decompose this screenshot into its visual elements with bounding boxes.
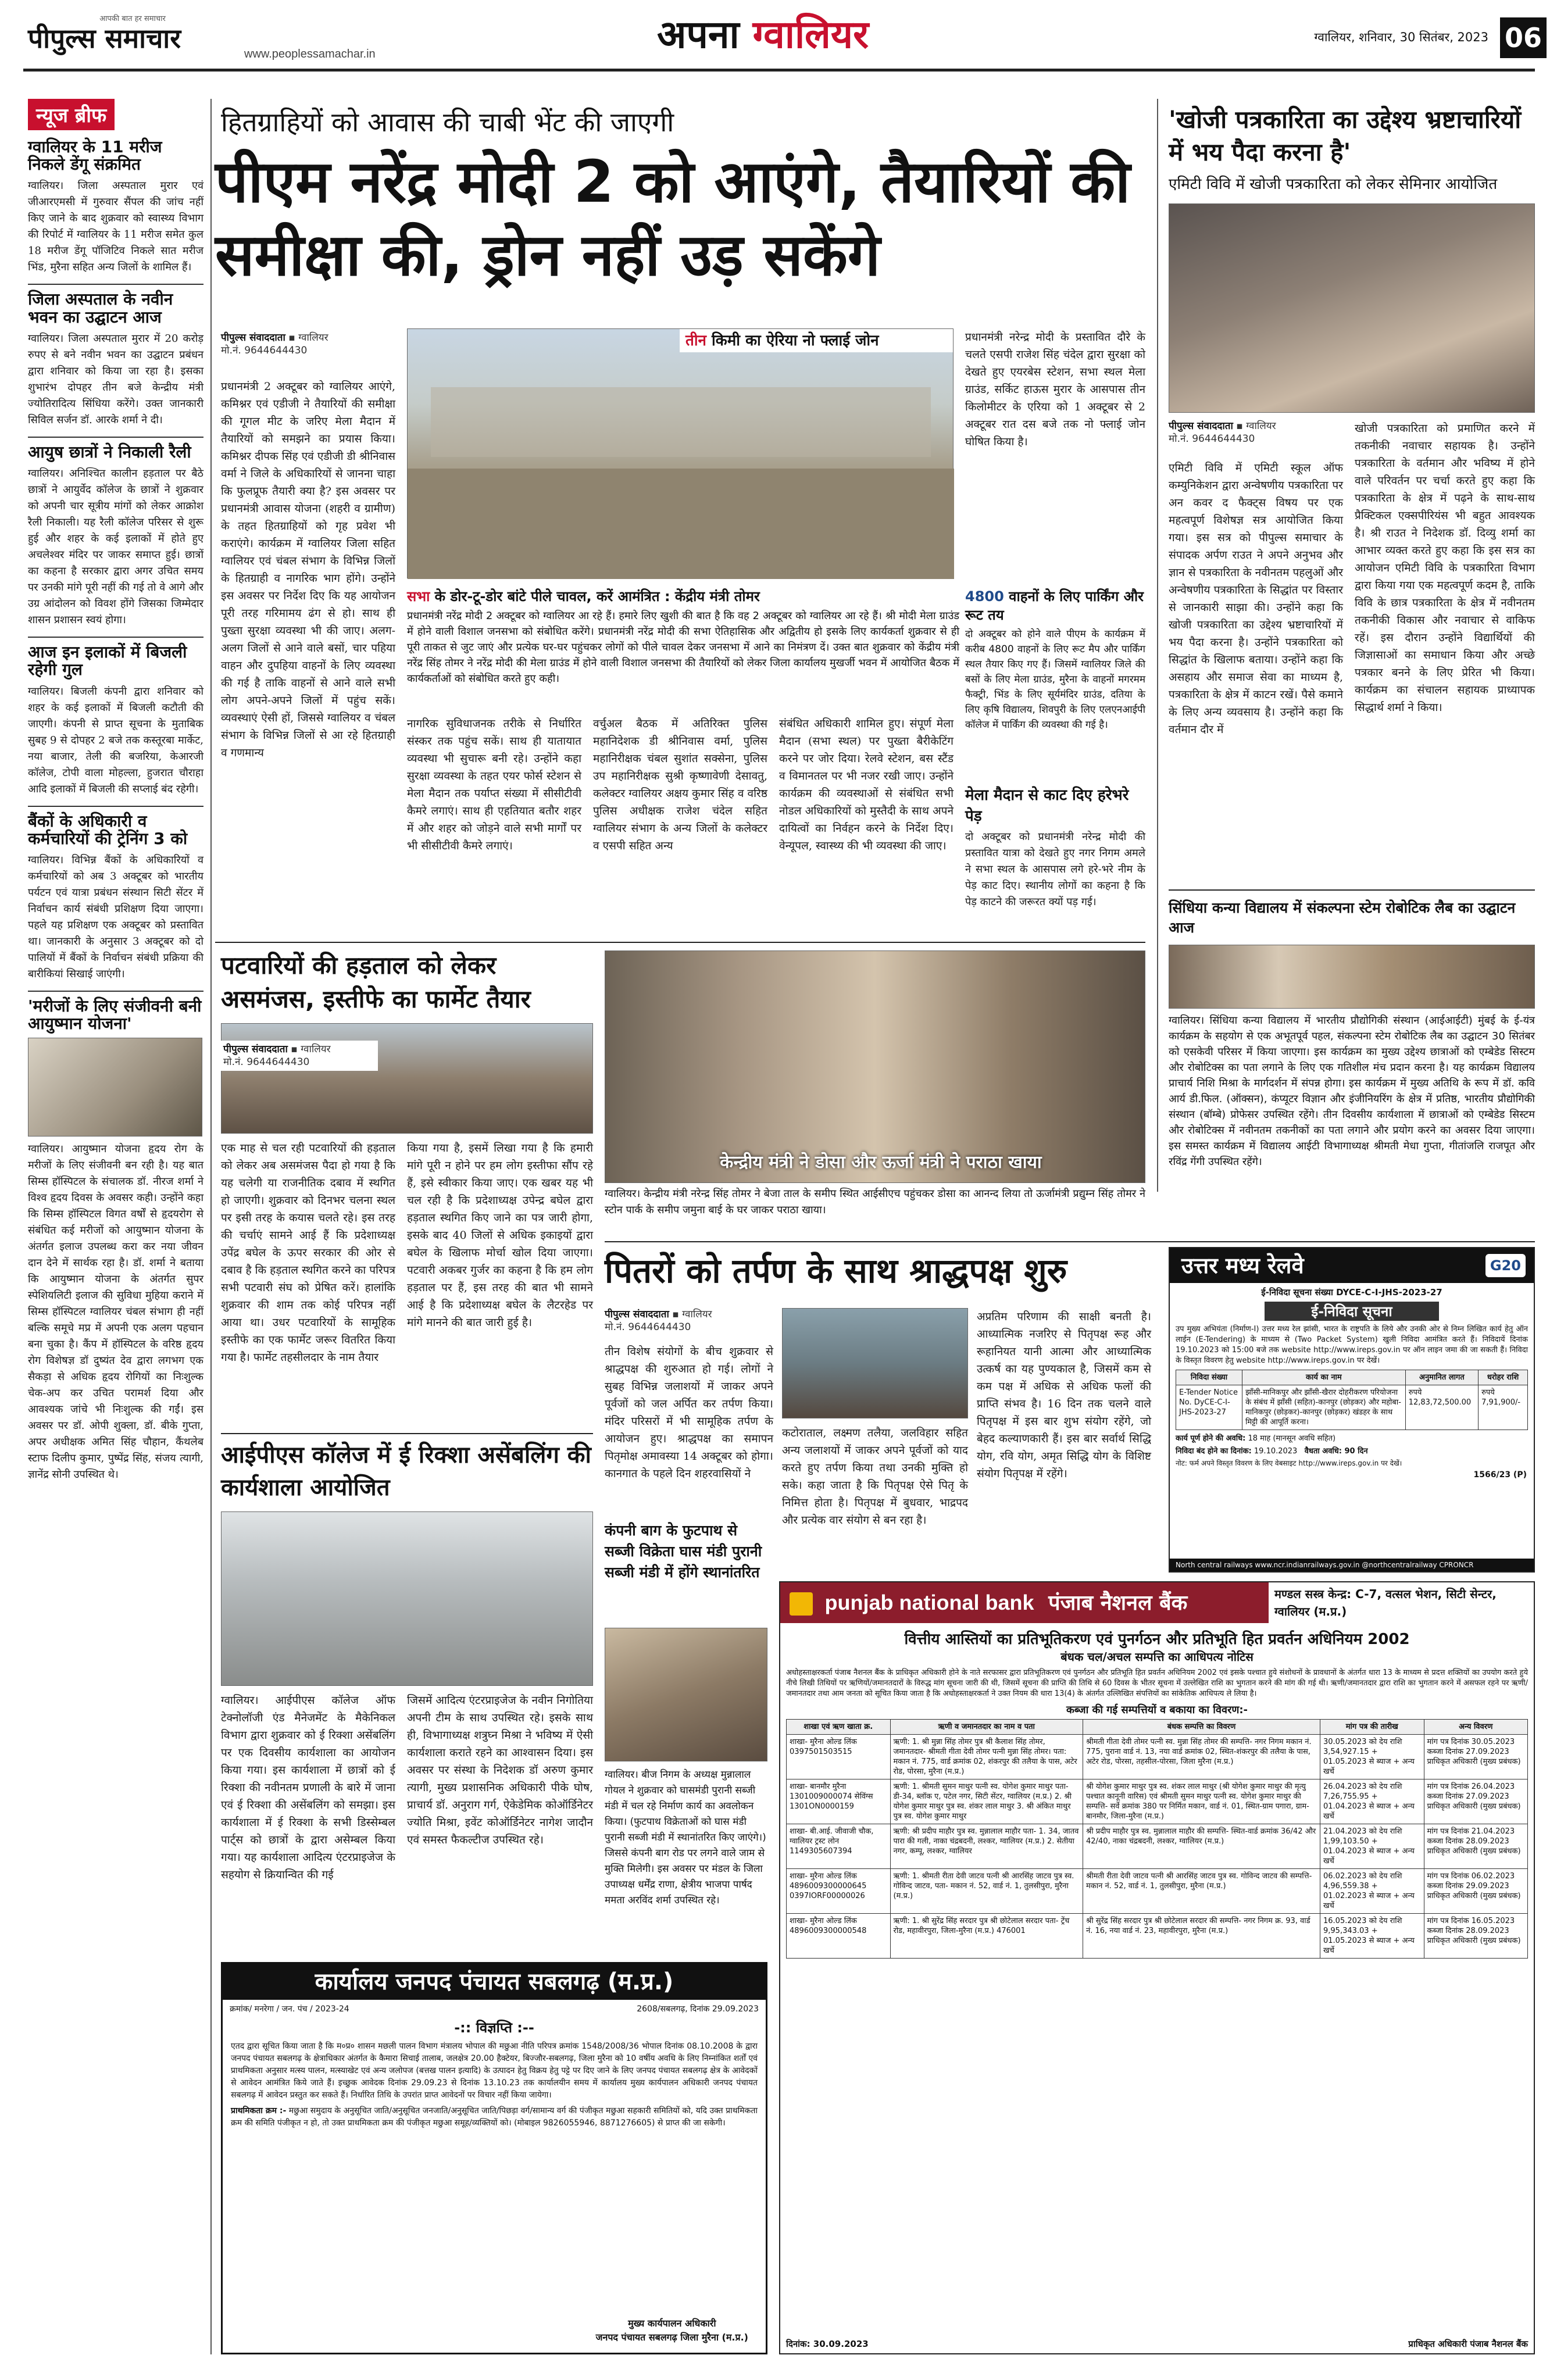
footpath-headline: कंपनी बाग के फुटपाथ से सब्जी विक्रेता घास मंडी पुरानी सब्जी मंडी में होंगे स्थानांतरित [605,1522,762,1581]
brief-headline: 'मरीजों के लिए संजीवनी बनी आयुष्मान योजना' [28,996,202,1034]
byline-city: ग्वालियर [1246,420,1276,432]
railway-tender-cell: E-Tender Notice No. DyCE-C-I-JHS-2023-27 [1176,1385,1242,1430]
lead-col4: संबंधित अधिकारी शामिल हुए। संपूर्ण मेला मैदान (सभा स्थल) पर पुख्ता बैरीकेटिंग करने पर जोर दिया। रेलवे स्टेशन, बस स्टैंड व विमानतल पर भी नजर रखी जाए। उन्होंने कार्यक्रम की व्यवस्थाओं से संबंधित सभी नोडल अधिकारियों को मुस्तैदी के साथ अपने दायित्वों का निर्वहन करने के निर्देश दिए। वेन्यूपल, स्वास्थ्य की भी व्यवस्था की जाए। [779,717,954,852]
masthead [0,0,1557,76]
byline-city: ग्वालियर [682,1309,712,1320]
ground [408,469,954,579]
no-fly-label: किमी का ऐरिया नो फ्लाई जोन [712,332,879,349]
sub2-headline [965,587,1145,624]
railway-note: नोट: फर्म अपने विस्तृत विवरण के लिए वेबसाइट http://www.ireps.gov.in पर देखें। [1176,1459,1402,1467]
pnb-date-footer: दिनांक: 30.09.2023 [786,2339,869,2349]
pnb-brand-hi: पंजाब नैशनल बैंक [1048,1591,1188,1615]
brief-item [28,444,203,628]
patwari-col1: एक माह से चल रही पटवारियों की हड़ताल को लेकर अब असमंजस पैदा हो गया है कि यह चलेगी या राजनीतिक दबाव में स्थगित हो जाएगी। शुक्रवार को दिनभर चलना स्थल पर इसी तरह के कयास चलते रहे। इस तरह की चर्चाएं सामने आई हैं कि प्रदेशाध्यक्ष उपेंद्र बघेल के ऊपर सरकार की ओर से दबाव है कि हड़ताल स्थगित करने का परिपत्र सभी पटवारी संघ को प्रेषित करें। हालांकि शुक्रवार की शाम तक कोई परिपत्र नहीं आया था। उधर पटवारियों के सामूहिक इस्तीफे का एक फार्मेट जरूर वितरित किया गया है। फार्मेट तहसीलदार के नाम तैयार [221,1142,395,1364]
janpad-priority [223,2105,766,2129]
footpath-photo [605,1628,767,1761]
pnb-branch: शाखा- मुरैना ओल्ड लिंक 0397501503515 [787,1735,891,1779]
brief-body: ग्वालियर। विभिन्न बैंकों के अधिकारियों व कर्मचारियों को अब 3 अक्टूबर को भारतीय पर्यटन एवं यात्रा प्रबंधन संस्थान सिटी सेंटर में निर्वाचन कार्य संबंधी प्रशिक्षण दिया जाएगा। पहले यह प्रशिक्षण एक अक्टूबर को प्रस्तावित था। जानकारी के अनुसार 3 अक्टूबर को दो पालियों में बैंकों के निर्वाचन संबंधी प्रक्रिया की बारीकियां सिखाई जाएंगी। [28,854,203,981]
railway-title: उत्तर मध्य रेलवे [1181,1253,1304,1278]
shraddh-col1: तीन विशेष संयोगों के बीच शुक्रवार से श्राद्धपक्ष की शुरुआत हो गई। लोगों ने सुबह विभिन्न जलाशयों में जाकर अपने पूर्वजों को जल अर्पित कर तर्पण किया। मंदिर परिसरों में भी सामूहिक तर्पण के आयोजन हुए। श्राद्धपक्ष का समापन पितृमोक्ष अमावस्या 14 अक्टूबर को होगा। कानगात के पहले दिन शहरवासियों ने [605,1345,773,1480]
website-url[interactable]: www.peoplessamachar.in [244,48,376,60]
pnb-footer [786,2338,1528,2350]
pnb-borrower: ऋणी: 1. श्रीमती सुमन माथुर पत्नी स्व. योगेश कुमार माथुर पता- डी-34, ब्लॉक ए, पटेल नगर, सिटी सेंटर, ग्वालियर (म.प्र.) 2. श्री योगेश कुमार माथुर पुत्र स्व. शंकर लाल माथुर 3. श्री अंकित माथुर पुत्र स्व. योगेश कुमार माथुर [890,1779,1083,1824]
pnb-office: मण्डल सस्त्र केन्द्र: C-7, वत्सल भेशन, सिटी सेन्टर, ग्वालियर (म.प्र.) [1274,1587,1497,1618]
lead-kicker: हितग्राहियों को आवास की चाबी भेंट की जाएगी [221,106,674,138]
pnb-notice [779,1581,1535,2354]
pnb-col-header: शाखा एवं ऋण खाता क्र. [787,1720,891,1735]
brief-body: ग्वालियर। आयुष्मान योजना हृदय रोग के मरीजों के लिए संजीवनी बन रही है। यह बात सिम्स हॉस्पिटल के संचालक डॉ. नीरज शर्मा ने विश्व हृदय दिवस के अवसर कही। उन्होंने कहा कि सिम्स हॉस्पिटल विगत वर्षों से हृदयरोग से संबंधित कई मरीजों को आयुष्मान योजना के अंतर्गत इलाज उपलब्ध करा कर नया जीवन दान देने में सार्थक रहा है। डॉ. शर्मा ने बताया कि आयुष्मान योजना के अंतर्गत सुपर स्पेशियलिटी इलाज की सुविधा मुहिया कराने में सिम्स हॉस्पिटल ग्वालियर चंबल संभाग ही नहीं बल्कि समूचे मप्र में अपनी एक अलग पहचान बना चुका है। कैंप में हॉस्पिटल के वरिष्ठ हृदय रोग विशेषज्ञ डॉ दुष्यंत देव द्वारा लगभग एक सैकड़ा से अधिक हृदय रोगियों का निःशुल्क चेक-अप कर उचित परामर्श दिया और आवश्यक जांचे भी निःशुल्क की गईं। इस अवसर पर डॉ. ओपी शुक्ला, डॉ. बीके गुप्ता, अपर अधीक्षक अमित सिंह चौहान, कैंथलेब स्टाफ दिलीप कुमार, पुष्पेंद्र सिंह, संजय त्यागी, ज्ञानेंद्र सोनी उपस्थित थे। [28,1142,203,1481]
pnb-borrower: ऋणी: 1. श्री सुरेंद्र सिंह सरदार पुत्र श्री छोटेलाल सरदार पता- ट्रेंच रोड, महावीरपुरा, जिला-मुरैना (म.प्र.) 476001 [890,1914,1083,1959]
brief-item [28,813,203,982]
validity: वैधता अवधि: 90 दिन [1304,1447,1368,1456]
pnb-borrower: ऋणी: श्री प्रदीप माहौर पुत्र स्व. मुन्नालाल माहौर पता- 1. 34, जातव पारा की गली, नाका चंद्रबदनी, लश्कर, ग्वालियर (म.प्र.) 2. सेतीया नगर, कम्पू, लश्कर, ग्वालियर [890,1824,1083,1869]
table-row [787,1869,1528,1914]
sub2-text: वाहनों के लिए पार्किंग और रूट तय [965,588,1144,623]
sub3-body: दो अक्टूबर को प्रधानमंत्री नरेन्द्र मोदी की प्रस्तावित यात्रा को देखते हुए नगर निगम अमले ने सभा स्थल के आसपास लगे हरे-भरे नीम के पेड़ काट दिए। स्थानीय लोगों का कहना है कि पेड़ काटने की जरूरत क्यों पड़ गई। [965,831,1145,908]
railway-emd-cell: रुपये 7,91,900/- [1479,1385,1528,1430]
pnb-col-header: अन्य विवरण [1424,1720,1528,1735]
lead-col3: वर्चुअल बैठक में अतिरिक्त पुलिस महानिदेशक डी श्रीनिवास वर्मा, पुलिस महानिरीक्षक चंबल सुशांत सक्सेना, पुलिस उप महानिरीक्षक सुश्री कृष्णावेणी देसावतु, कलेक्टर ग्वालियर अक्षय कुमार सिंह व वरिष्ठ पुलिस अधीक्षक राजेश चंदेल सहित ग्वालियर संभाग के अन्य जिलों के कलेक्टर व एसपी सहित अन्य [593,717,767,852]
railway-box-title: ई-निविदा सूचना [1265,1302,1439,1321]
sub1-text: के डोर-टू-डोर बांटे पीले चावल, करें आमंत्रित : केंद्रीय मंत्री तोमर [434,588,760,605]
sub2-body: दो अक्टूबर को होने वाले पीएम के कार्यक्रम में करीब 4800 वाहनों के लिए रूट मैप और पार्किंग स्थल तैयार किए गए हैं। जिसमें ग्वालियर जिले की बसों के लिए मेला ग्राउंड, मुरैना के वाहनों मगरमम फैक्ट्री, भिंड के लिए सूर्यमंदिर ग्राउंड, दतिया के लिए कृषि विद्यालय, शिवपुरी के लिए एलएनआईपी कॉलेज में पार्किंग की व्यवस्था की गई है। [965,628,1145,731]
seminar-photo [1169,203,1535,413]
lead-col-right: प्रधानमंत्री नरेन्द्र मोदी के प्रस्तावित दौरे के चलते एसपी राजेश सिंह चंदेल द्वारा सुरक्षा को देखते हुए एयरबेस स्टेशन, सभा स्थल मेला ग्राउंड, सर्किट हाऊस मुरार के आसपास तीन किलोमीटर के एरिया को 1 अक्टूबर से 2 अक्टूबर रात दस बजे तक नो फ्लाई जोन घोषित किया है। [965,331,1145,448]
pnb-logo-icon [790,1592,813,1616]
khoji-headline: 'खोजी पत्रकारिता का उद्देश्य भ्रष्टाचारियों में भय पैदा करना है' [1169,105,1522,166]
byline-org: पीपुल्स संवाददाता [221,332,285,344]
patwari-col2: किया गया है, इसमें लिखा गया है कि हमारी मांगे पूरी न होने पर हम लोग इस्तीफा सौंप रहे हैं, इसे स्वीकार किया जाए। एक खबर यह भी चल रही है कि प्रदेशाध्यक्ष उपेन्द्र बघेल द्वारा हड़ताल स्थगित किए जाने का पत्र जारी होगा, इसके बाद 40 जिलों से अधिक इकाइयों द्वारा बघेल के खिलाफ मोर्चा खोल दिया जाएगा। पटवारी अकबर गुर्जर का कहना है कि हम लोग हड़ताल पर हैं, इस तरह की बात भी सामने आई है कि प्रदेशाध्यक्ष बघेल के लैटरहेड पर मांगे मानने की बात जारी हुई है। [407,1142,593,1329]
pnb-borrower: ऋणी: 1. श्रीमती रीता देवी जाटव पत्नी श्री आरसिंह जाटव पुत्र स्व. गोविन्द जाटव, पता- मकान नं. 52, वार्ड नं. 1, तुलसीपुरा, मुरैना (म.प्र.) [890,1869,1083,1914]
patwari-photo [221,1023,593,1134]
lead-sub3-box [965,785,1145,936]
erickshaw-col1: ग्वालियर। आईपीएस कॉलेज ऑफ टेक्नोलॉजी एंड मैनेजमेंट के मैकेनिकल विभाग द्वारा शुक्रवार को ई रिक्शा असेंबलिंग पर एक दिवसीय कार्यशाला का आयोजन किया गया। इस कार्यशाला में छात्रों को ई रिक्शा की नवीनतम प्रणाली के बारे में जाना एवं ई रिक्शा की असेंबलिंग को समझा। इस कार्यशाला में ई रिक्शा के सभी डिस्सेम्बल पार्ट्स को छात्रों के द्वारा असेम्बल किया गया। यह कार्यशाला आदित्य एंटरप्राइजेज के सहयोग से क्रियान्वित की गई [221,1694,395,1881]
section-city: ग्वालियर [752,12,869,57]
janpad-ref-left: क्रमांक/ मनरेगा / जन. पंच / 2023-24 [230,2004,349,2014]
brief-body: ग्वालियर। अनिश्चित कालीन हड़ताल पर बैठे छात्रों ने आयुर्वेद कॉलेज के छात्रों ने शुक्रवार को अपनी चार सूत्रीय मांगों को लेकर आक्रोश रैली निकाली। यह रैली कॉलेज परिसर से शुरू हुई और शहर के कई इलाकों में होते हुए अचलेश्वर मंदिर पर जाकर समाप्त हुई। छात्रों का कहना है सरकार द्वारा अगर उचित समय पर उनकी मांगे पूरी नहीं की गई तो वे आगे और उग्र आंदोलन को विवश होंगे जिसका जिम्मेदार शासन प्रशासन स्वयं होगा। [28,467,203,627]
pnb-date: 06.02.2023 को देय राशि 4,96,559.38 + 01.02.2023 से ब्याज + अन्य खर्चे [1320,1869,1424,1914]
pnb-branch: शाखा- बी.आई. जीवाजी चौक, ग्वालियर ट्रस्ट लोन 1149305607394 [787,1824,891,1869]
khoji-bottom-rule [1169,889,1535,891]
pnb-date: 21.04.2023 को देय राशि 1,99,103.50 + 01.04.2023 से ब्याज + अन्य खर्चे [1320,1824,1424,1869]
page-number: 06 [1500,17,1547,58]
masthead-rule [23,69,1535,72]
railway-footer[interactable]: North central railways www.ncr.indianrailways.gov.in @northcentralrailway CPRONCR [1170,1559,1534,1571]
pnb-sign-footer: प्राधिकृत अधिकारी पंजाब नैशनल बैंक [1408,2339,1528,2349]
railway-ad [1169,1247,1535,1573]
sub1-red: सभा [407,588,430,605]
pnb-brand-box [780,1582,1269,1623]
railway-tender-no: ई-निविदा सूचना संख्या DYCE-C-I-JHS-2023-27 [1261,1287,1442,1298]
lead-col1: प्रधानमंत्री 2 अक्टूबर को ग्वालियर आएंगे, कमिश्नर एवं एडीजी ने तैयारियों की समीक्षा की गूगल मीट के जरिए मेला मैदान में तैयारियों को समझने का प्रयास किया। कमिश्नर दीपक सिंह एवं एडीजी डी श्रीनिवास वर्मा ने जिले के अधिकारियों से जानना चाहा कि फुलप्रूफ तैयारी क्या है? इस अवसर पर प्रधानमंत्री आवास योजना (शहरी व ग्रामीण) के तहत हितग्राहियों को गृह प्रवेश भी कराएंगे। कार्यक्रम में ग्वालियर जिला सहित ग्वालियर एवं चंबल संभाग के विभिन्न जिलों के हितग्राही व नागरिक भाग होंगे। उन्होंने इस अवसर पर निर्देश दिए कि यह आयोजन पूरी तरह गरिमामय ढंग से हो। साथ ही पुख्ता सुरक्षा व्यवस्था भी की जाए। अलग-अलग जिलों से आने वाले बसों, चार पहिया वाहन और दुपहिया वाहनों के लिए व्यवस्था की गई है ताकि वाहनों से आने वाले सभी लोग अपने-अपने जिलों में पहुंच सकें। व्यवस्थाएं ऐसी हों, जिससे ग्वालियर व चंबल संभाग के विभिन्न जिलों से आ रहे हितग्राही व गणमान्य [221,380,395,759]
railway-table [1176,1370,1528,1430]
logo-tagline: आपकी बात हर समाचार [99,15,166,23]
brief-headline: ग्वालियर के 11 मरीज निकले डेंगू संक्रमित [28,137,162,174]
logo-text: पीपुल्स समाचार [28,23,181,54]
pnb-col-header: ऋणी व जमानतदार का नाम व पता [890,1720,1083,1735]
minister-bottom-rule [605,1241,1535,1242]
patwari-headline: पटवारियों की हड़ताल को लेकर असमंजस, इस्तीफे का फार्मेट तैयार [221,951,531,1013]
janpad-priority-label: प्राथमिकता क्रम :- [231,2106,287,2115]
no-fly-red: तीन [685,332,706,349]
khoji-byline: पीपुल्स संवाददाता ▪ ग्वालियर मो.नं. 9644644430 [1169,420,1276,445]
railway-work-cell: झाँसी-मानिकपुर और झाँसी-खैरार दोहरीकरण परियोजना के संबंध में झाँसी (सहित)-कानपुर (छोड़कर) और महोबा-मानिकपुर (छोड़कर)-कानपुर (छोड़कर) खंडहर के साथ मिट्टी की आपूर्ति करना। [1242,1385,1406,1430]
janpad-notice [221,1962,767,2354]
tent-structures [408,364,954,579]
railway-code: 1566/23 (P) [1473,1470,1527,1480]
pnb-borrower: ऋणी: 1. श्री मुन्ना सिंह तोमर पुत्र श्री कैलाश सिंह तोमर, जमानतदार- श्रीमती गीता देवी तोमर पत्नी मुन्ना सिंह तोमर। पता: मकान नं. 775, वार्ड क्रमांक 02, शंकरपुर की तलैया के पास, अटेर रोड, पोरसा, मुरैना (म.प्र.) [890,1735,1083,1779]
sub1-body: प्रधानमंत्री नरेंद्र मोदी 2 अक्टूबर को ग्वालियर आ रहे हैं। हमारे लिए खुशी की बात है कि वह 2 अक्टूबर को ग्वालियर आ रहे हैं। श्री मोदी मेला ग्राउंड में होने वाली विशाल जनसभा को संबोधित करेंगे। प्रधानमंत्री नरेंद्र मोदी की सभा ऐतिहासिक और अद्वितीय हो इसके लिए कार्यकर्ता शुक्रवार से ही पूरी ताकत से जुट जाएं और प्रत्येक घर-घर पहुंचकर लोगों को पीले चावल देकर जनसभा में आने का निमंत्रण दें। उक्त बात शुक्रवार को केंद्रीय मंत्री नरेंद्र सिंह तोमर ने नरेंद्र मोदी की मेला ग्राउंड में होने वाली विशाल जनसभा की तैयारियों को लेकर जिला कार्यालय मुखर्जी भवन में आयोजित बैठक में कार्यकर्ताओं को संबोधित करते हुए कही। [407,610,959,685]
pnb-col-header: मांग पत्र की तारीख [1320,1720,1424,1735]
tarpan-photo [782,1308,968,1418]
section-prefix: अपना [657,12,740,57]
period-label: कार्य पूर्ण होने की अवधि: [1176,1434,1246,1443]
byline-org: पीपुल्स संवाददाता [605,1309,669,1320]
byline-mobile: मो.नं. 9644644430 [1169,433,1255,445]
pnb-other: मांग पत्र दिनांक 30.05.2023 कब्जा दिनांक 27.09.2023 प्राधिकृत अधिकारी (मुख्य प्रबंधक) [1424,1735,1528,1779]
brief-item [28,291,203,428]
news-brief-column [28,99,203,2354]
pnb-date: 26.04.2023 को देय राशि 7,26,755.95 + 01.04.2023 से ब्याज + अन्य खर्चे [1320,1779,1424,1824]
brief-item [28,138,203,276]
railway-cost-cell: रुपये 12,83,72,500.00 [1405,1385,1478,1430]
pnb-property: श्री सुरेंद्र सिंह सरदार पुत्र श्री छोटेलाल सरदार की सम्पत्ति- नगर निगम क्र. 93, वार्ड नं. 16, नया वार्ड नं. 23, महावीरपुरा, मुरैना (म.प्र.) [1083,1914,1320,1959]
pnb-act: वित्तीय आस्तियों का प्रतिभूतिकरण एवं पुनर्गठन और प्रतिभूति हित प्रवर्तन अधिनियम 2002 [904,1631,1410,1648]
pnb-property: श्रीमती रीता देवी जाटव पत्नी श्री आरसिंह जाटव पुत्र स्व. गोविन्द जाटव की सम्पत्ति- मकान नं. 52, वार्ड नं. 1, तुलसीपुरा, मुरैना (म.प्र.) [1083,1869,1320,1914]
pnb-other: मांग पत्र दिनांक 16.05.2023 कब्जा दिनांक 28.09.2023 प्राधिकृत अधिकारी (मुख्य प्रबंधक) [1424,1914,1528,1959]
pnb-other: मांग पत्र दिनांक 06.02.2023 कब्जा दिनांक 29.09.2023 प्राधिकृत अधिकारी (मुख्य प्रबंधक) [1424,1869,1528,1914]
pnb-header [780,1582,1534,1623]
pnb-col-header: बंधक सम्पत्ति का विवरण [1083,1720,1320,1735]
pnb-table [786,1719,1528,1959]
table-row [787,1735,1528,1779]
patwari-bottom-rule [221,1433,593,1434]
pnb-property: श्रीमती गीता देवी तोमर पत्नी स्व. मुन्ना सिंह तोमर की सम्पत्ति- नगर निगम मकान नं. 775, पुराना वार्ड नं. 13, नया वार्ड क्रमांक 02, स्थित-शंकरपुर की तलैया के पास, अटेर रोड, पोरसा, तहसील-पोरसा, जिला मुरैना (म.प्र.) [1083,1735,1320,1779]
lead-col2: नागरिक सुविधाजनक तरीके से निर्धारित संस्कर तक पहुंच सकें। साथ ही यातायात व्यवस्था भी सुचारू बनी रहे। उन्होंने कहा सुरक्षा व्यवस्था के तहत एयर फोर्स स्टेशन से मेला मैदान तक पर्याप्त संख्या में सीसीटीवी कैमरे लगाएं। साथ ही एहतियात बतौर शहर में और शहर को जोड़ने वाले सभी मार्गों पर भी सीसीटीवी कैमरे लगाएं। [407,717,581,852]
no-fly-zone-tag [680,329,953,352]
byline-org: पीपुल्स संवाददाता [223,1044,288,1055]
pnb-intro: अधोहस्ताक्षरकर्ता पंजाब नैशनल बैंक के प्राधिकृत अधिकारी होने के नाते सरफासर द्वारा प्रतिभूतिकरण एवं पुनर्गठन और प्रतिभूति हित प्रवर्तन अधिनियम 2002 एवं इसके पश्चात हुये संशोधनों के प्रावधानों के अंतर्गत धारा 13 के माध्यम से प्रदत्त शक्तियों का उपयोग करते हुये नीचे लिखी तिथियों पर ऋणियों/जमानतदारों के विरुद्ध मांग सूचना जारी की थी, जिसमें सूचना की प्राप्ति की तिथि से 60 दिवस के भीतर सूचना में उल्लेखित राशि का भुगतान करने की मांग की गई थी। ऋणी/जमानतदार द्वारा राशि का भुगतान करने में असफल रहने पर ऋणी/जमानतदार तथा आम जनता को सूचित किया जाता है कि अधोहस्ताक्षरकर्ता ने उक्त नियम की धारा 13(4) के अंतर्गत उल्लिखित संपत्तियों का सांकेतिक आधिपत्य ले लिया है। [786,1668,1528,1698]
railway-period [1170,1430,1534,1445]
railway-col-header: कार्य का नाम [1242,1370,1406,1385]
close-date: 19.10.2023 [1254,1447,1298,1456]
byline-city: ग्वालियर [298,332,328,344]
shraddh-byline: पीपुल्स संवाददाता ▪ ग्वालियर मो.नं. 9644644430 [605,1309,712,1333]
minister-caption-head: केन्द्रीय मंत्री ने डोसा और ऊर्जा मंत्री ने पराठा खाया [720,1152,1042,1173]
pnb-other: मांग पत्र दिनांक 21.04.2023 कब्जा दिनांक 28.09.2023 प्राधिकृत अधिकारी (मुख्य प्रबंधक) [1424,1824,1528,1869]
table-row [787,1779,1528,1824]
brief-headline: आज इन इलाकों में बिजली रहेगी गुल [28,642,187,680]
shraddh-col2: कटोराताल, लक्ष्मण तलैया, जलविहार सहित अन्य जलाशयों में जाकर अपने पूर्वजों को याद करते हुए तर्पण किया तथा उनकी मुक्ति हो सके। कहा जाता है कि पितृपक्ष ऐसे पितृ के निमित्त होता है। पितृपक्ष में बुधवार, भाद्रपद और प्रत्येक वार संयोग से बन रहा है। [782,1427,968,1527]
section-title [657,12,959,64]
pnb-other: मांग पत्र दिनांक 26.04.2023 कब्जा दिनांक 27.09.2023 प्राधिकृत अधिकारी (मुख्य प्रबंधक) [1424,1779,1528,1824]
janpad-refs [223,2000,766,2018]
erickshaw-headline: आईपीएस कॉलेज में ई रिक्शा असेंबलिंग की कार्यशाला आयोजित [221,1442,591,1501]
lead-headline: पीएम नरेंद्र मोदी 2 को आएंगे, तैयारियों की समीक्षा की, ड्रोन नहीं उड़ सकेंगे [215,148,1131,289]
erickshaw-photo [221,1511,593,1686]
pnb-date: 30.05.2023 को देय राशि 3,54,927.15 + 01.05.2023 से ब्याज + अन्य खर्चे [1320,1735,1424,1779]
dateline: ग्वालियर, शनिवार, 30 सितंबर, 2023 [1314,30,1488,44]
janpad-sign [596,2317,748,2345]
lead-bottom-rule [215,942,1145,943]
byline-mobile: मो.नं. 9644644430 [221,345,308,356]
erickshaw-col2: जिसमें आदित्य एंटरप्राइजेज के नवीन निगोतिया अपनी टीम के साथ उपस्थित रहे। इसके साथ ही, विभागाध्यक्ष शत्रुघ्न मिश्रा ने भविष्य में ऐसी कार्यशाला कराते रहने का आश्वासन दिया। इस अवसर पर संस्था के निदेशक डॉ अरुण कुमार त्यागी, मुख्य प्रशासनिक अधिकारी पीके घोष, प्राचार्य डॉ. अनुराग गर्ग, ऐकेडेमिक कोऑर्डिनेटर ज्योति मिश्रा, इवेंट कोऑर्डिनेटर नागेश जादौन एवं समस्त फैकल्टीज उपस्थित रहे। [407,1694,593,1846]
railway-title-bar [1170,1248,1534,1283]
sub2-number: 4800 [965,588,1004,605]
byline-org: पीपुल्स संवाददाता [1169,420,1233,432]
railway-col-header: धरोहर राशि [1479,1370,1528,1385]
brief-body: ग्वालियर। जिला अस्पताल मुरार में 20 करोड़ रुपए से बने नवीन भवन का उद्घाटन प्रबंधन द्वारा शनिवार को किया जा रहा है। इसका शुभारंभ दोपहर तीन बजे केन्द्रीय मंत्री ज्योतिरादित्य सिंधिया करेंगे। उक्त जानकारी सिविल सर्जन डॉ. आरके शर्मा ने दी। [28,332,203,426]
table-row [787,1914,1528,1959]
mela-ground-photo [407,328,954,578]
period-value: 18 माह (मानसून अवधि सहित) [1248,1434,1336,1443]
pnb-branch: शाखा- मुरैना ओल्ड लिंक 4896009300000548 [787,1914,891,1959]
janpad-sign1: मुख्य कार्यपालन अधिकारी [628,2318,716,2329]
news-brief-tag: न्यूज ब्रीफ [28,99,115,130]
brief-headline: जिला अस्पताल के नवीन भवन का उद्घाटन आज [28,290,173,327]
khoji-col2: खोजी पत्रकारिता को प्रमाणित करने में तकनीकी नवाचार सहायक है। उन्होंने पत्रकारिता के वर्तमान और भविष्य में होने वाले परिवर्तन पर चर्चा करते हुए कहा कि पत्रकारिता के क्षेत्र में पढ़ने के साथ-साथ प्रैक्टिकल एक्सपीरियंस भी बहुत आवश्यक है। श्री राउत ने निदेशक डॉ. दिव्यु शर्मा का आभार व्यक्त करते हुए कहा कि इस सत्र का आयोजन एमिटी विवि के पत्रकारिता विभाग द्वारा किया गया एक महत्वपूर्ण कदम है, ताकि विवि के छात्र पत्रकारिता के क्षेत्र में नवीनतम तकनीकी विकास और नवाचार से वाकिफ रहें। इस दौरान उन्होंने विद्यार्थियों की जिज्ञासाओं का समाधान किया और अच्छे पत्रकार बनने के लिए प्रेरित भी किया। कार्यक्रम का संचालन सहायक प्राध्यापक सिद्धार्थ शर्मा ने किया। [1355,422,1535,714]
column-divider [1157,99,1158,1192]
lead-sub2-box [965,587,1145,779]
brief-headline: बैंकों के अधिकारी व कर्मचारियों की ट्रेनिंग 3 को [28,811,188,848]
khoji-kicker: एमिटी विवि में खोजी पत्रकारिता को लेकर सेमिनार आयोजित [1169,176,1498,193]
sub3-headline: मेला मैदान से काट दिए हरेभरे पेड़ [965,787,1129,825]
column-divider [210,99,212,2354]
footpath-caption: ग्वालियर। बीज निगम के अध्यक्ष मुन्नालाल गोयल ने शुक्रवार को घासमंडी पुरानी सब्जी मंडी में चल रहे निर्माण कार्य का अवलोकन किया। (फुटपाथ विक्रेताओं को घास मंडी पुरानी सब्जी मंडी में स्थानांतरित किए जाएंगे।) जिससे कंपनी बाग रोड पर लगने वाले जाम से मुक्ति मिलेगी। इस अवसर पर मंडल के जिला उपाध्यक्ष धर्मेंद्र राणा, क्षेत्रीय भाजपा पार्षद ममता अरविंद शर्मा उपस्थित रहे। [605,1769,766,1906]
janpad-ref-right: 2608/सबलगढ़, दिनांक 29.09.2023 [637,2004,759,2014]
janpad-body: एतद द्वारा सूचित किया जाता है कि म०प्र० शासन मछली पालन विभाग मंत्रालय भोपाल की मछुआ नीति परिपत्र क्रमांक 1548/2008/36 भोपाल दिनांक 08.10.2008 के द्वारा जनपद पंचायत सबलगढ़ के क्षेत्राधिकार अंतर्गत के कैमारा सिचाई तालाब, जलक्षेत्र 20.00 हैक्टेयर, बिज्जौर-सबलगढ़, जिला मुरैना को 10 वर्षीय अवधि के लिए निम्नांकित शर्तों एवं प्राथमिकता अनुसार मत्स्य पालन, मत्स्याखेट एवं अन्य जलोपज (बत्तख पालन इत्यादि) के उत्पादन हेतु विक्रय हेतु पट्टे पर दिए जाने के लिए जनपद पंचायत सबलगढ़ क्षेत्र के आवेदकों से आवेदन आमंत्रित किये जाते हैं। इच्छुक आवेदक दिनांक 29.09.23 से दिनांक 13.10.23 तक कार्यालयीन समय में कार्यालय मुख्य कार्यपालन अधिकारी जनपद पंचायत सबलगढ़ में आवेदन प्रस्तुत कर सकते हैं। निर्धारित तिथि के उपरांत प्राप्त आवेदनों पर विचार नहीं किया जायेगा। [231,2042,758,2100]
pnb-property: श्री प्रदीप माहौर पुत्र स्व. मुन्नालाल माहौर की सम्पत्ति- स्थित-वार्ड क्रमांक 36/42 और 42/40, नाका चंद्रबदनी, लश्कर, ग्वालियर (म.प्र.) [1083,1824,1320,1869]
table-row [787,1824,1528,1869]
brief-body: ग्वालियर। बिजली कंपनी द्वारा शनिवार को शहर के कई इलाकों में बिजली कटौती की जाएगी। कंपनी से प्राप्त सूचना के मुताबिक सुबह 9 से दोपहर 2 बजे तक कस्तूरबा मार्केट, नया बाजार, तेली की बजरिया, केआरजी कॉलेज, टोपी वाला मोहल्ला, हुजरात चौराहा आदि इलाकों में बिजली की सप्लाई बंद रहेगी। [28,685,203,795]
railway-intro: उप मुख्य अभियंता (निर्माण-I) उत्तर मध्य रेल झांसी, भारत के राष्ट्रपति के लिये और उनकी ओर से निम्न लिखित कार्य हेतु ऑन लाईन (E-Tendering) के माध्यम से (Two Packet System) खुली निविदा आमंत्रित करते हैं। निविदायें दिनांक 19.10.2023 को 15:00 बजे तक website http://www.ireps.gov.in पर ऑन लाइन जमा की जा सकती हैं। निविदा के विस्तृत विवरण हेतु website http://www.ireps.gov.in पर देखें। [1176,1325,1528,1365]
shraddh-col3: अप्रतिम परिणाम की साक्षी बनती है। आध्यात्मिक नजरिए से पितृपक्ष रूह और रूहानियत यानी आत्मा और आध्यात्मिक उत्कर्ष का यह पुण्यकाल है, जिसमें कम से कम पक्ष में अधिक से अधिक फलों की प्राप्ति संभव है। 16 दिन तक चलने वाले पितृपक्ष में इस बार शुभ संयोग रहेंगे, जो बेहद कल्याणकारी हैं। इस बार सर्वार्थ सिद्धि योग, रवि योग, अमृत सिद्धि योग के विशिष्ट संयोग पितृपक्ष में रहेंगे। [977,1310,1151,1480]
pnb-branch: शाखा- बानमौर मुरैना 1301009000074 सेविंग्स 1301ON0000159 [787,1779,891,1824]
robotic-body: ग्वालियर। सिंधिया कन्या विद्यालय में भारतीय प्रौद्योगिकी संस्थान (आईआईटी) मुंबई के ई-यंत्र कार्यक्रम के सहयोग से एक अभूतपूर्व पहल, संकल्पना स्टेम रोबोटिक लैब का उद्घाटन 30 सितंबर को एसकेवी परिसर में किया जाएगा। इस कार्यक्रम का मुख्य उद्देश्य छात्राओं को एम्बेडेड सिस्टम और रोबोटिक्स का पता लगाने के लिए एक गतिशील मंच प्रदान करना है। यह कार्यक्रम विद्यालय प्राचार्य निशि मिश्रा के मार्गदर्शन में संपन्न होगा। इस कार्यक्रम में मुख्य अतिथि के रूप में डॉ. कवि आर्य डी.फिल. (ऑक्सन), कंप्यूटर विज्ञान और इंजीनियरिंग के क्षेत्र में प्रतिष्ठ, भारतीय प्रौद्योगिकी संस्थान (बॉम्बे) प्रोफेसर उपस्थित रहेंगे। तीन दिवसीय कार्यशाला में छात्राओं को एम्बेडेड सिस्टम और रोबोटिक्स में नवीनतम तकनीकों का पता लगाने और प्रयोग करने का अवसर दिया जाएगा। इस समस्त कार्यक्रम में विद्यालय आईटी विभागाध्यक्ष श्रीमती मेधा गुप्ता, गीतांजलि राजपूत और रविंद्र गेंगी उपस्थित रहेंगे। [1169,1014,1535,1168]
railway-col-header: अनुमानित लागत [1405,1370,1478,1385]
pnb-branch: शाखा- मुरैना ओल्ड लिंक 4896009300000645 0397IORF00000026 [787,1869,891,1914]
patwari-byline: पीपुल्स संवाददाता ▪ ग्वालियर मो.नं. 9644644430 [221,1041,378,1071]
janpad-title: कार्यालय जनपद पंचायत सबलगढ़ (म.प्र.) [223,1964,766,2000]
close-label: निविदा बंद होने का दिनांक: [1176,1447,1252,1456]
janpad-sign2: जनपद पंचायत सबलगढ़ जिला मुरैना (म.प्र.) [595,2332,748,2343]
pnb-date: 16.05.2023 को देय राशि 9,95,343.03 + 01.05.2023 से ब्याज + अन्य खर्चे [1320,1914,1424,1959]
janpad-priority-text: मछुआ समुदाय के अनुसूचित जाति/अनुसूचित जनजाति/अनुसूचित जाति/पिछड़ा वर्ग/सामान्य वर्ग की पंजीकृत मछुआ सहकारी समितियों को, यदि उक्त प्राथमिकता क्रम की समिति पंजीकृत न हो, तो उक्त प्राथमिकता क्रम की पंजीकृत मछुआ समूह/व्यक्तियों को। (मोबाइल 9826055946, 8871276605) से प्राप्त की जा सकेगी। [231,2106,758,2128]
railway-close [1170,1445,1534,1456]
brief-headline: आयुष छात्रों ने निकाली रैली [28,442,191,462]
minister-caption: ग्वालियर। केन्द्रीय मंत्री नरेन्द्र सिंह तोमर ने बेजा ताल के समीप स्थित आईसीएच पहुंचकर डोसा का आनन्द लिया तो ऊर्जामंत्री प्रद्युम्न सिंह तोमर ने स्टोन पार्क के समीप जमुना बाई के घर जाकर पराठा खाया। [605,1188,1146,1216]
byline-city: ग्वालियर [301,1044,331,1055]
newspaper-logo[interactable] [28,13,237,53]
khoji-col1: एमिटी विवि में एमिटी स्कूल ऑफ कम्युनिकेशन द्वारा अन्वेषणीय पत्रकारिता पर अन कवर द फैक्ट्स विषय पर एक महत्वपूर्ण विशेषज्ञ सत्र आयोजित किया गया। इस सत्र को पीपुल्स समाचार के संपादक अर्पण राउत ने अपने अनुभव और ज्ञान से पत्रकारिता के नवीनतम पहलुओं और अन्वेषणीय पत्रकारिता के सिद्धांत पर विस्तार से जानकारी साझा की। उन्होंने कहा कि खोजी पत्रकारिता का उद्देश्य भ्रष्टाचारियों में भय पैदा करना है। उन्होंने पत्रकारिता को सिद्धांत के खिलाफ बताया। उन्होंने कहा कि असहाय और समाज सेवा का माध्यम है, पत्रकारिता के क्षेत्र में काटन रखें। पैसे कमाने के लिए अन्य व्यवसाय है। उन्होंने कहा कि वर्तमान दौर में [1169,462,1343,736]
brief-item [28,998,203,1482]
g20-logo: G20 [1485,1254,1526,1277]
pnb-subtitle: बंधक चल/अचल सम्पत्ति का आधिपत्य नोटिस [1060,1650,1254,1664]
railway-col-header: निविदा संख्या [1176,1370,1242,1385]
brief-item [28,644,203,797]
lead-byline: पीपुल्स संवाददाता ▪ ग्वालियर मो.नं. 9644644430 [221,332,328,356]
lead-sub1-box [407,587,959,703]
brief-body: ग्वालियर। जिला अस्पताल मुरार एवं जीआरएमसी में गुरुवार सैंपल की जांच नहीं किए जाने के बाद शुक्रवार को स्वास्थ्य विभाग की रिपोर्ट में ग्वालियर के 11 मरीज समेत कुल 18 मरीज डेंगू पॉजिटिव निकले सात मरीज भिंड, मुरैना सहित अन्य जिलों के शामिल हैं। [28,180,203,274]
robotic-headline: सिंधिया कन्या विद्यालय में संकल्पना स्टेम रोबोटिक लैब का उद्घाटन आज [1169,899,1516,936]
janpad-notice-title: -:: विज्ञप्ति :-- [454,2020,534,2036]
pnb-property: श्री योगेश कुमार माथुर पुत्र स्व. शंकर लाल माथुर (श्री योगेश कुमार माथुर की मृत्यु पश्चात कानूनी वारिस) एवं श्रीमती सुमन माथुर पत्नी स्व. योगेश कुमार माथुर की सम्पत्ति- सर्वे क्रमांक 380 पर निर्मित मकान, वार्ड नं. 01, स्थित-ग्राम पगारा, ग्राम-बानमौर, जिला-मुरैना (म.प्र.) [1083,1779,1320,1824]
byline-mobile: मो.नं. 9644644430 [605,1321,691,1333]
hospital-photo [28,1038,202,1137]
byline-mobile: मो.नं. 9644644430 [223,1056,310,1068]
sub1-headline [407,587,959,606]
pnb-table-title: कब्जा की गई सम्पत्तियों व बकाया का विवरण:- [1066,1704,1248,1716]
tent-frame [431,387,931,457]
robotic-lab-photo [1169,945,1535,1009]
minister-photo [605,950,1145,1183]
pnb-brand: punjab national bank [824,1591,1034,1614]
shraddh-headline: पितरों को तर्पण के साथ श्राद्धपक्ष शुरु [605,1251,1067,1291]
